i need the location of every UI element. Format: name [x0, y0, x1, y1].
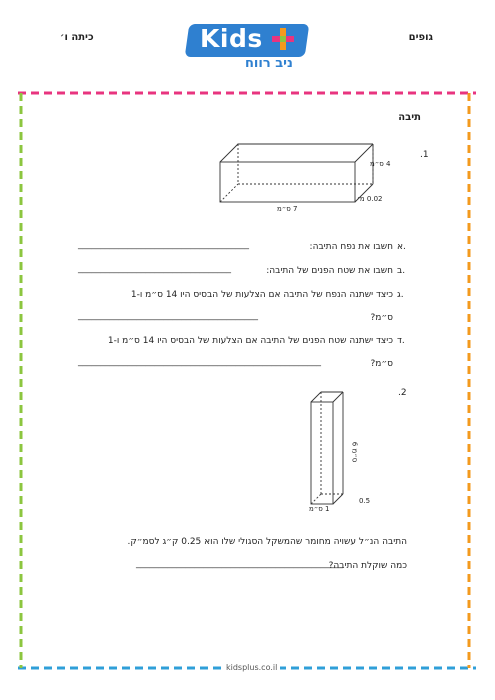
question-2-statement: התיבה הנ״ל עשויה מחומר שהמשקל הסגולי שלו הוא 0.25 ק״ג לסמ״ק. — [127, 537, 407, 547]
question-1-number: .1 — [420, 150, 429, 160]
logo-subtitle: ניב רווח — [245, 56, 293, 71]
box1-height-label: 4 ס״מ — [370, 160, 391, 168]
box2-width-label: 1 ס״מ — [309, 505, 330, 513]
logo-text: Kids — [200, 24, 263, 53]
item-c-letter: ג. — [397, 290, 404, 300]
item-a-letter: א. — [397, 242, 406, 252]
section-title: תיבה — [398, 112, 421, 123]
box2-depth-label: 0.5 — [359, 497, 371, 505]
item-d-answer-line[interactable]: ______________________________________________________ — [78, 357, 321, 367]
item-b-text: חשבו את שטח הפנים של התיבה: — [266, 266, 393, 276]
grade-label: כיתה ו׳ — [60, 32, 94, 43]
subject-label: גופים — [408, 32, 433, 43]
item-a-answer-line[interactable]: ______________________________________ — [78, 240, 249, 250]
item-c-text: כיצד ישתנה הנפח של התיבה אם הצלעות של הבסיס היו 14 ס״מ ו-1 — [130, 290, 393, 300]
question-2-number: .2 — [398, 388, 407, 398]
box2-height-label: 6 ס״מ — [350, 441, 359, 463]
footer-site: kidsplus.co.il — [223, 663, 280, 672]
item-c-continuation: ס״מ? — [370, 313, 393, 323]
box1-width-label: 0.02 מ׳ — [357, 195, 383, 203]
item-a-text: חשבו את נפח התיבה: — [309, 242, 393, 252]
item-b-answer-line[interactable]: __________________________________ — [78, 264, 231, 274]
item-c-answer-line[interactable]: ________________________________________ — [78, 311, 258, 321]
question-2-question: כמה שוקלת התיבה? — [328, 561, 407, 571]
box-figure-2 — [307, 388, 347, 510]
item-d-text: כיצד ישתנה שטח הפנים של התיבה אם הצלעות של הבסיס היו 14 ס״מ ו-1 — [107, 336, 393, 346]
item-d-letter: ד. — [397, 336, 405, 346]
box1-length-label: 7 ס״מ — [277, 205, 298, 213]
box-figure-1 — [218, 140, 393, 220]
item-b-letter: ב. — [397, 266, 406, 276]
item-d-continuation: ס״מ? — [370, 359, 393, 369]
question-2-answer-line[interactable]: ______________________________________________ — [136, 559, 343, 569]
